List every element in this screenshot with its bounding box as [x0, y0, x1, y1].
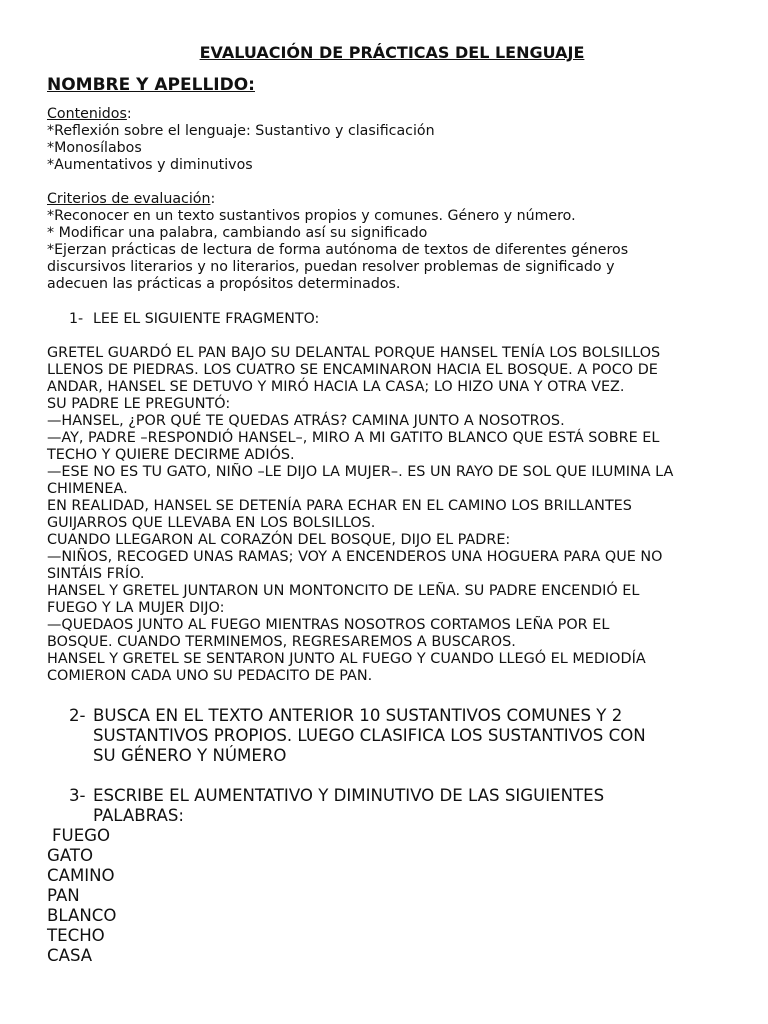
contents-section	[47, 106, 737, 174]
question-2-line: BUSCA EN EL TEXTO ANTERIOR 10 SUSTANTIVOS COMUNES Y 2	[93, 706, 623, 725]
question-2	[69, 706, 737, 766]
story-line: GRETEL GUARDÓ EL PAN BAJO SU DELANTAL PORQUE HANSEL TENÍA LOS BOLSILLOS	[47, 345, 661, 361]
word-item: BLANCO	[47, 906, 117, 925]
question-2-line: SU GÉNERO Y NÚMERO	[93, 746, 287, 765]
question-2-number: 2-	[69, 706, 86, 725]
criteria-item: discursivos literarios y no literarios, puedan resolver problemas de significado y	[47, 259, 615, 275]
question-3-number: 3-	[69, 786, 86, 805]
story-line: CHIMENEA.	[47, 481, 128, 497]
question-2-line: SUSTANTIVOS PROPIOS. LUEGO CLASIFICA LOS SUSTANTIVOS CON	[93, 726, 646, 745]
question-3	[69, 786, 737, 826]
story-line: SINTÁIS FRÍO.	[47, 566, 145, 582]
story-line: EN REALIDAD, HANSEL SE DETENÍA PARA ECHAR EN EL CAMINO LOS BRILLANTES	[47, 498, 632, 514]
story-line: —AY, PADRE –RESPONDIÓ HANSEL–, MIRO A MI GATITO BLANCO QUE ESTÁ SOBRE EL	[47, 430, 660, 446]
word-item: GATO	[47, 846, 94, 865]
story-line: —HANSEL, ¿POR QUÉ TE QUEDAS ATRÁS? CAMINA JUNTO A NOSOTROS.	[47, 413, 565, 429]
story-line: ANDAR, HANSEL SE DETUVO Y MIRÓ HACIA LA CASA; LO HIZO UNA Y OTRA VEZ.	[47, 379, 625, 395]
story-line: TECHO Y QUIERE DECIRME ADIÓS.	[47, 447, 295, 463]
story-line: HANSEL Y GRETEL JUNTARON UN MONTONCITO DE LEÑA. SU PADRE ENCENDIÓ EL	[47, 583, 640, 599]
story-line: CUANDO LLEGARON AL CORAZÓN DEL BOSQUE, DIJO EL PADRE:	[47, 532, 511, 548]
question-3-line: ESCRIBE EL AUMENTATIVO Y DIMINUTIVO DE LAS SIGUIENTES	[93, 786, 605, 805]
contents-label: Contenidos	[47, 106, 127, 122]
story-line: GUIJARROS QUE LLEVABA EN LOS BOLSILLOS.	[47, 515, 376, 531]
contents-item: *Monosílabos	[47, 140, 142, 156]
word-item: PAN	[47, 886, 80, 905]
story-line: BOSQUE. CUANDO TERMINEMOS, REGRESAREMOS A BUSCAROS.	[47, 634, 516, 650]
story-fragment	[47, 345, 737, 685]
word-item: FUEGO	[52, 826, 111, 845]
criteria-item: *Ejerzan prácticas de lectura de forma autónoma de textos de diferentes géneros	[47, 242, 629, 258]
document-title: EVALUACIÓN DE PRÁCTICAS DEL LENGUAJE	[199, 43, 585, 62]
story-line: —QUEDAOS JUNTO AL FUEGO MIENTRAS NOSOTROS CORTAMOS LEÑA POR EL	[47, 617, 610, 633]
document-page	[47, 42, 737, 966]
word-item: TECHO	[47, 926, 105, 945]
criteria-item: adecuen las prácticas a propósitos determinados.	[47, 276, 401, 292]
question-1-text: LEE EL SIGUIENTE FRAGMENTO:	[93, 311, 320, 327]
contents-colon: :	[126, 106, 132, 122]
contents-item: *Reflexión sobre el lenguaje: Sustantivo y clasificación	[47, 123, 435, 139]
word-item: CASA	[47, 946, 93, 965]
question-3-text	[93, 786, 604, 826]
contents-heading	[47, 106, 737, 123]
criteria-label: Criterios de evaluación	[47, 191, 211, 207]
question-2-text	[93, 706, 646, 766]
name-field-label: NOMBRE Y APELLIDO:	[47, 75, 255, 95]
story-line: COMIERON CADA UNO SU PEDACITO DE PAN.	[47, 668, 373, 684]
contents-item: *Aumentativos y diminutivos	[47, 157, 253, 173]
criteria-item: * Modificar una palabra, cambiando así su significado	[47, 225, 428, 241]
criteria-item: *Reconocer en un texto sustantivos propios y comunes. Género y número.	[47, 208, 576, 224]
story-line: FUEGO Y LA MUJER DIJO:	[47, 600, 225, 616]
story-line: LLENOS DE PIEDRAS. LOS CUATRO SE ENCAMINARON HACIA EL BOSQUE. A POCO DE	[47, 362, 658, 378]
story-line: SU PADRE LE PREGUNTÓ:	[47, 396, 231, 412]
criteria-heading	[47, 191, 737, 208]
story-line: —NIÑOS, RECOGED UNAS RAMAS; VOY A ENCENDEROS UNA HOGUERA PARA QUE NO	[47, 549, 663, 565]
word-list	[47, 826, 737, 966]
question-1	[69, 311, 737, 328]
criteria-section	[47, 191, 737, 293]
question-1-number: 1-	[69, 311, 84, 327]
story-line: HANSEL Y GRETEL SE SENTARON JUNTO AL FUEGO Y CUANDO LLEGÓ EL MEDIODÍA	[47, 651, 646, 667]
question-3-line: PALABRAS:	[93, 806, 184, 825]
criteria-colon: :	[210, 191, 216, 207]
story-line: —ESE NO ES TU GATO, NIÑO –LE DIJO LA MUJER–. ES UN RAYO DE SOL QUE ILUMINA LA	[47, 464, 674, 480]
word-item: CAMINO	[47, 866, 115, 885]
